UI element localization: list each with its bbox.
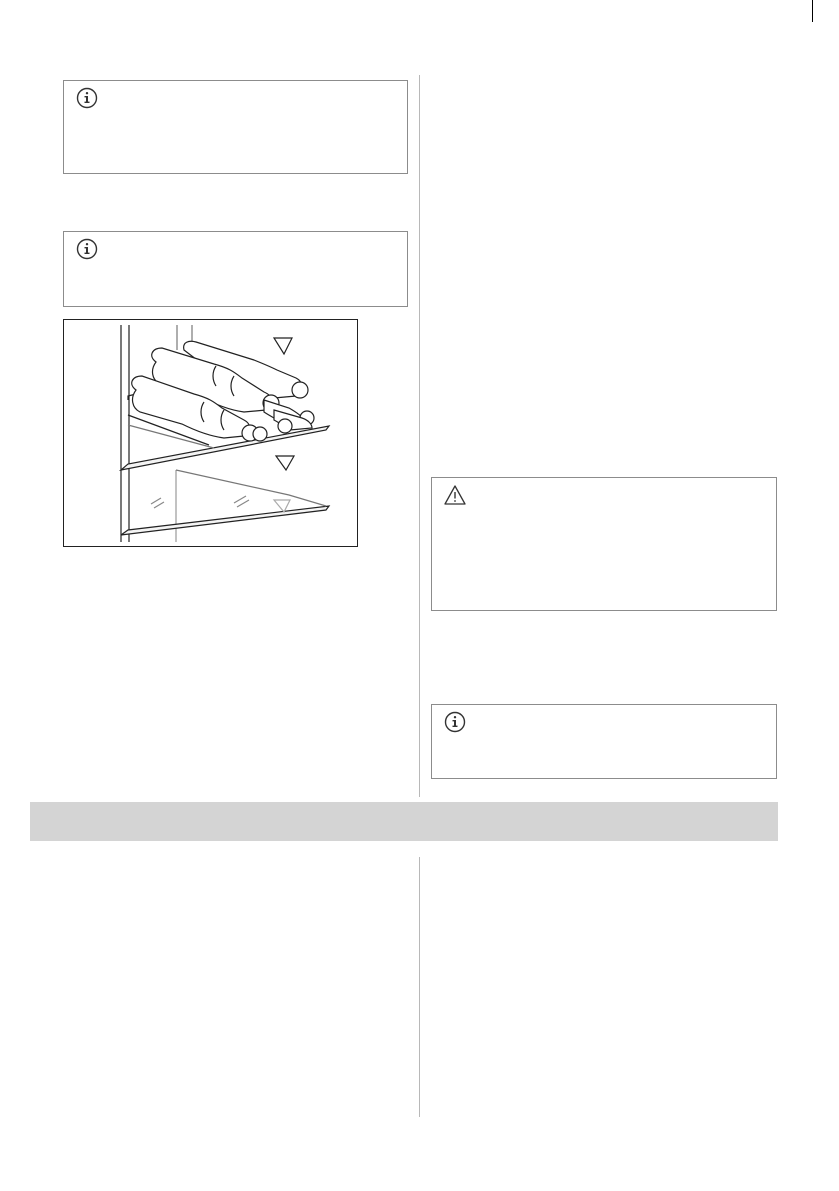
info-icon xyxy=(76,238,98,260)
info-icon xyxy=(76,87,98,109)
column-divider xyxy=(419,857,420,1117)
section-heading-band xyxy=(30,802,778,841)
wine-bottles-illustration xyxy=(63,319,358,547)
info-icon xyxy=(444,711,466,733)
bottle-shelf-drawing xyxy=(64,320,357,546)
warning-note-box xyxy=(431,477,777,611)
column-divider xyxy=(419,75,420,797)
info-note-box xyxy=(431,704,777,779)
info-note-box xyxy=(63,80,408,174)
warning-triangle-icon xyxy=(444,484,466,506)
info-note-box xyxy=(63,231,408,307)
crop-mark xyxy=(812,0,813,22)
